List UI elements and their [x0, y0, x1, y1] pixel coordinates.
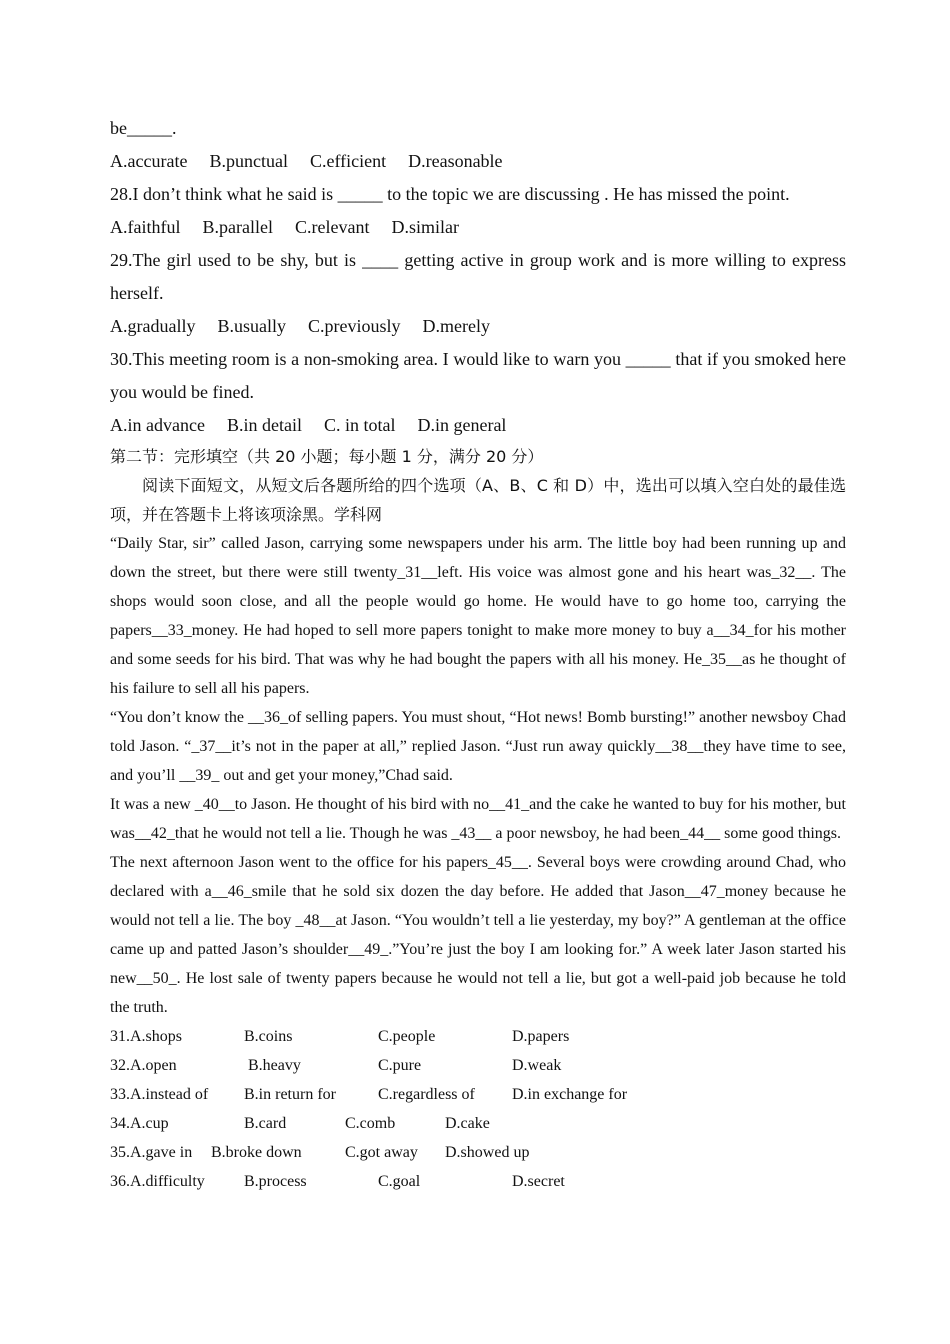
q28-option-b: B.parallel	[202, 217, 273, 237]
q32-option-a: 32.A.open	[110, 1057, 177, 1074]
passage-paragraph-1: “Daily Star, sir” called Jason, carrying some newspapers under his arm. The little boy had been running up and down the street, but there were still twenty_31__left. His voice was almost gone and his heart was_32__. The shops would soon close, and all the people would go home. He would have to go home too, carrying the papers__33_money. He had hoped to sell more papers tonight to make more money to buy a__34_for his mother and some seeds for his bird. That was why he had bought the papers with all his money. He_35__as he thought of his failure to sell all his papers.	[110, 535, 846, 697]
q28-stem: 28.I don’t think what he said is _____ to the topic we are discussing . He has missed the point.	[110, 184, 790, 204]
q35-option-c: C.got away	[345, 1144, 418, 1161]
q35-options	[110, 1138, 846, 1167]
q27-option-b: B.punctual	[209, 151, 288, 171]
q35-option-a: 35.A.gave in	[110, 1144, 193, 1161]
section-heading: 第二节：完形填空（共 20 小题；每小题 1 分，满分 20 分）	[110, 447, 544, 466]
q34-option-d: D.cake	[445, 1115, 490, 1132]
q30-stem: 30.This meeting room is a non-smoking area. I would like to warn you _____ that if you smoked here you would be fined.	[110, 349, 846, 402]
q29-stem: 29.The girl used to be shy, but is ____ getting active in group work and is more willing to express herself.	[110, 250, 846, 303]
q36-option-c: C.goal	[378, 1173, 421, 1190]
q33-option-b: B.in return for	[244, 1086, 336, 1103]
q33-options	[110, 1080, 846, 1109]
q29-options	[110, 310, 846, 343]
q28-option-c: C.relevant	[294, 217, 370, 237]
q33-option-a: 33.A.instead of	[110, 1086, 209, 1103]
q34-option-b: B.card	[244, 1115, 287, 1132]
q36-option-b: B.process	[244, 1173, 307, 1190]
q35-option-b: B.broke down	[211, 1144, 302, 1161]
q31-options	[110, 1022, 846, 1051]
q27-stem-tail: be_____.	[110, 118, 177, 138]
q30-option-c: C. in total	[323, 415, 396, 435]
passage-paragraph-3: It was a new _40__to Jason. He thought of his bird with no__41_and the cake he wanted to buy for his mother, but was__42_that he would not tell a lie. Though he was _43__ a poor newsboy, he had been_44__ some good things.	[110, 796, 846, 842]
q30-option-d: D.in general	[417, 415, 507, 435]
q28-option-d: D.similar	[391, 217, 459, 237]
q36-option-d: D.secret	[512, 1173, 565, 1190]
q29-option-a: A.gradually	[110, 316, 196, 336]
q31-option-c: C.people	[378, 1028, 436, 1045]
q31-option-a: 31.A.shops	[110, 1028, 183, 1045]
section-instruction: 阅读下面短文，从短文后各题所给的四个选项（A、B、C 和 D）中，选出可以填入空白处的最佳选项，并在答题卡上将该项涂黑。学科网	[110, 476, 846, 524]
passage-paragraph-4: The next afternoon Jason went to the office for his papers_45__. Several boys were crowding around Chad, who declared with a__46_smile that he sold six dozen the day before. He added that Jason__47_money because he would not tell a lie. The boy _48__at Jason. “You wouldn’t tell a lie yesterday, my boy?” A gentleman at the office came up and patted Jason’s shoulder__49_.”You’re just the boy I am looking for.” A week later Jason started his new__50_. He lost sale of twenty papers because he would not tell a lie, but got a well-paid job because he told the truth.	[110, 854, 846, 1016]
q28-options	[110, 211, 846, 244]
q32-options	[110, 1051, 846, 1080]
q30-option-a: A.in advance	[110, 415, 205, 435]
q29-option-b: B.usually	[217, 316, 286, 336]
q27-option-a: A.accurate	[110, 151, 188, 171]
q33-option-d: D.in exchange for	[512, 1086, 628, 1103]
q28-option-a: A.faithful	[110, 217, 181, 237]
q31-option-b: B.coins	[244, 1028, 293, 1045]
q34-option-a: 34.A.cup	[110, 1115, 169, 1132]
passage-paragraph-2: “You don’t know the __36_of selling papers. You must shout, “Hot news! Bomb bursting!” another newsboy Chad told Jason. “_37__it’s not in the paper at all,” replied Jason. “Just run away quickly__38__they have time to see, and you’ll __39_ out and get your money,”Chad said.	[110, 709, 846, 784]
q32-option-b: B.heavy	[248, 1057, 301, 1074]
q30-options	[110, 409, 846, 442]
q34-options	[110, 1109, 846, 1138]
q27-option-c: C.efficient	[309, 151, 387, 171]
q36-options	[110, 1167, 846, 1196]
q27-option-d: D.reasonable	[408, 151, 503, 171]
q31-option-d: D.papers	[512, 1028, 570, 1045]
q32-option-c: C.pure	[378, 1057, 422, 1074]
q29-option-d: D.merely	[422, 316, 490, 336]
q33-option-c: C.regardless of	[378, 1086, 475, 1103]
page-content	[110, 112, 846, 1196]
q30-option-b: B.in detail	[226, 415, 302, 435]
q36-option-a: 36.A.difficulty	[110, 1173, 205, 1190]
q34-option-c: C.comb	[345, 1115, 396, 1132]
q35-option-d: D.showed up	[445, 1144, 530, 1161]
q27-options	[110, 145, 846, 178]
q29-option-c: C.previously	[308, 316, 401, 336]
q32-option-d: D.weak	[512, 1057, 562, 1074]
